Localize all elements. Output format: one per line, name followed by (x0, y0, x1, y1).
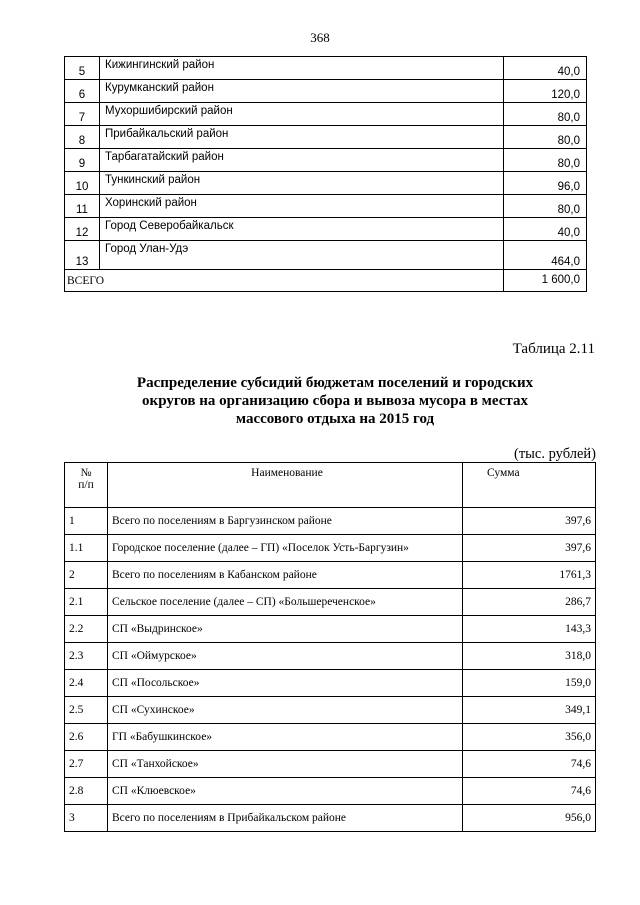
row-sum: 397,6 (463, 535, 596, 562)
title-line: Распределение субсидий бюджетам поселений и городских (136, 375, 534, 391)
header-name: Наименование (108, 463, 463, 508)
row-name: СП «Выдринское» (108, 616, 463, 643)
row-name: Тункинский район (100, 172, 504, 195)
row-number: 2.1 (65, 589, 108, 616)
row-name: Хоринский район (100, 195, 504, 218)
row-sum: 143,3 (463, 616, 596, 643)
row-number: 5 (65, 57, 100, 80)
table-row (65, 589, 596, 616)
row-number: 2.2 (65, 616, 108, 643)
row-number: 2.7 (65, 751, 108, 778)
table-row (65, 126, 587, 149)
row-number: 1.1 (65, 535, 108, 562)
row-sum: 464,0 (504, 241, 587, 270)
district-subsidy-table-continuation (64, 56, 587, 292)
table-row (65, 751, 596, 778)
table-row (65, 535, 596, 562)
header-number-line2: п/п (78, 479, 94, 491)
row-number: 8 (65, 126, 100, 149)
row-name: СП «Сухинское» (108, 697, 463, 724)
table-row (65, 57, 587, 80)
row-number: 1 (65, 508, 108, 535)
table-row (65, 778, 596, 805)
title-line: округов на организацию сбора и вывоза мусора в местах (142, 393, 528, 409)
row-number: 2.8 (65, 778, 108, 805)
header-number-line1: № (80, 467, 92, 479)
row-name: Всего по поселениям в Баргузинском районе (108, 508, 463, 535)
row-name: Город Северобайкальск (100, 218, 504, 241)
row-sum: 349,1 (463, 697, 596, 724)
header-row (65, 463, 596, 508)
row-number: 3 (65, 805, 108, 832)
row-number: 2.6 (65, 724, 108, 751)
row-number: 6 (65, 80, 100, 103)
row-name: Кижингинский район (100, 57, 504, 80)
row-sum: 159,0 (463, 670, 596, 697)
row-sum: 80,0 (504, 149, 587, 172)
row-sum: 96,0 (504, 172, 587, 195)
table-row (65, 643, 596, 670)
table-caption: Таблица 2.11 (512, 341, 595, 357)
table-row (65, 103, 587, 126)
header-number (65, 463, 108, 508)
page-number: 368 (310, 30, 330, 45)
row-sum: 80,0 (504, 126, 587, 149)
row-sum: 286,7 (463, 589, 596, 616)
table-row (65, 195, 587, 218)
row-name: Город Улан-Удэ (100, 241, 504, 270)
table-header (65, 463, 596, 508)
row-sum: 356,0 (463, 724, 596, 751)
row-sum: 397,6 (463, 508, 596, 535)
table-row (65, 670, 596, 697)
row-name: СП «Танхойское» (108, 751, 463, 778)
row-name: СП «Оймурское» (108, 643, 463, 670)
total-sum: 1 600,0 (504, 270, 587, 292)
row-name: ГП «Бабушкинское» (108, 724, 463, 751)
units-label: (тыс. рублей) (514, 446, 596, 462)
table-row (65, 172, 587, 195)
header-sum: Сумма (463, 463, 596, 508)
row-number: 10 (65, 172, 100, 195)
table-row (65, 80, 587, 103)
table-row (65, 562, 596, 589)
row-name: Прибайкальский район (100, 126, 504, 149)
row-sum: 74,6 (463, 778, 596, 805)
row-name: Мухоршибирский район (100, 103, 504, 126)
table-row (65, 508, 596, 535)
settlement-subsidy-table (64, 462, 596, 832)
table-row (65, 241, 587, 270)
table-row (65, 724, 596, 751)
row-name: Всего по поселениям в Кабанском районе (108, 562, 463, 589)
table1-body (65, 57, 587, 292)
row-number: 2.3 (65, 643, 108, 670)
table-row (65, 218, 587, 241)
row-number: 11 (65, 195, 100, 218)
row-number: 12 (65, 218, 100, 241)
table-row (65, 149, 587, 172)
row-name: СП «Посольское» (108, 670, 463, 697)
row-name: Курумканский район (100, 80, 504, 103)
row-number: 13 (65, 241, 100, 270)
total-label: ВСЕГО (65, 270, 504, 292)
row-name: Тарбагатайский район (100, 149, 504, 172)
table2-body (65, 508, 596, 832)
row-sum: 40,0 (504, 218, 587, 241)
row-number: 2.4 (65, 670, 108, 697)
row-sum: 80,0 (504, 195, 587, 218)
row-sum: 318,0 (463, 643, 596, 670)
row-number: 2.5 (65, 697, 108, 724)
table-title (110, 374, 560, 428)
row-sum: 80,0 (504, 103, 587, 126)
table-row (65, 697, 596, 724)
row-number: 2 (65, 562, 108, 589)
row-number: 9 (65, 149, 100, 172)
row-name: Городское поселение (далее – ГП) «Поселок Усть-Баргузин» (108, 535, 463, 562)
title-line: массового отдыха на 2015 год (235, 411, 435, 427)
row-sum: 74,6 (463, 751, 596, 778)
row-sum: 120,0 (504, 80, 587, 103)
row-sum: 1761,3 (463, 562, 596, 589)
row-sum: 956,0 (463, 805, 596, 832)
row-name: Всего по поселениям в Прибайкальском районе (108, 805, 463, 832)
row-number: 7 (65, 103, 100, 126)
table-row (65, 805, 596, 832)
row-name: Сельское поселение (далее – СП) «Большереченское» (108, 589, 463, 616)
total-row (65, 270, 587, 292)
row-name: СП «Клюевское» (108, 778, 463, 805)
row-sum: 40,0 (504, 57, 587, 80)
table-row (65, 616, 596, 643)
